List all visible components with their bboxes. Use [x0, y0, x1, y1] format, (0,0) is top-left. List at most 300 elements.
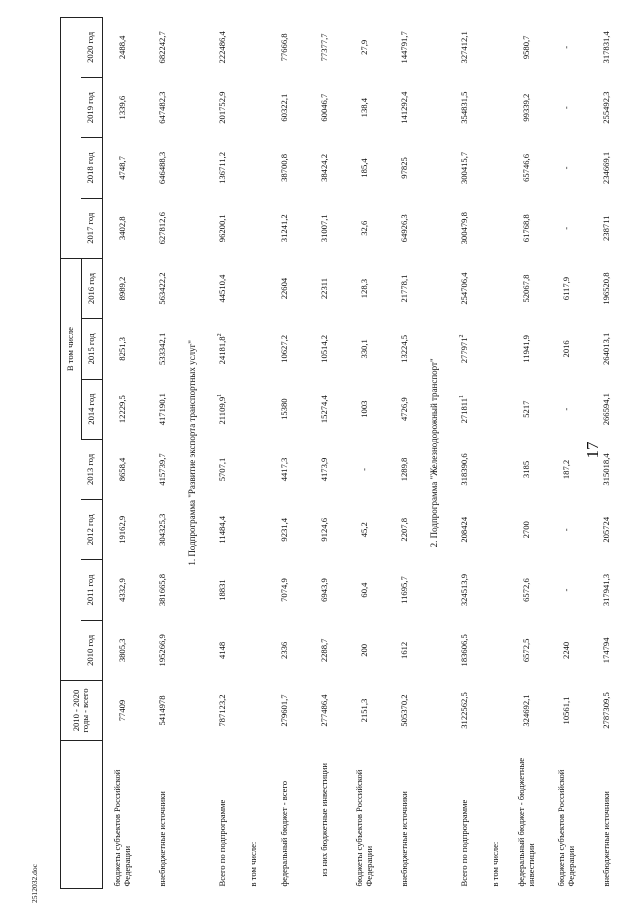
header-year: 2015 год	[81, 319, 102, 379]
value-text: 24181,8	[217, 336, 228, 365]
header-year: 2016 год	[81, 258, 102, 318]
value-cell	[305, 620, 345, 680]
table-row	[345, 17, 385, 888]
value-cell	[547, 560, 587, 620]
value-text: 1612	[398, 641, 409, 659]
value-text: 381665,8	[156, 573, 167, 607]
value-cell	[385, 620, 425, 680]
value-cell	[203, 138, 243, 198]
value-cell	[547, 379, 587, 439]
header-year: 2019 год	[81, 78, 102, 138]
value-text: 6572,5	[520, 638, 531, 663]
value-text: 8658,4	[116, 457, 127, 482]
empty-cell	[243, 500, 265, 560]
empty-cell	[485, 319, 507, 379]
value-text: 533342,1	[156, 332, 167, 365]
value-cell	[547, 319, 587, 379]
value-text: 354831,5	[458, 91, 469, 124]
table-row	[547, 17, 587, 888]
empty-cell	[485, 78, 507, 138]
value-cell	[385, 560, 425, 620]
value-cell	[143, 620, 183, 680]
value-text: 277971	[459, 337, 470, 364]
header-year: 2018 год	[81, 138, 102, 198]
value-text: 6117,9	[560, 276, 571, 301]
page-number: 17	[583, 441, 602, 459]
value-cell	[507, 379, 547, 439]
header-spacer	[61, 17, 82, 77]
row-label: в том числе:	[247, 841, 258, 887]
value-cell	[305, 78, 345, 138]
value-cell	[445, 138, 485, 198]
header-spacer	[61, 439, 82, 499]
table-header	[61, 17, 103, 888]
value-text: 10627,2	[278, 334, 289, 363]
value-text: 45,2	[358, 522, 369, 538]
value-cell	[587, 258, 627, 318]
value-cell	[445, 17, 485, 77]
value-text: 2016	[560, 340, 571, 358]
table-row	[507, 17, 547, 888]
value-cell	[203, 78, 243, 138]
value-text: 264013,1	[600, 332, 611, 365]
empty-cell	[485, 560, 507, 620]
value-text: 19162,9	[116, 515, 127, 544]
value-text: 4173,9	[318, 457, 329, 482]
value-cell	[445, 560, 485, 620]
value-text: -	[560, 226, 571, 230]
header-year: 2014 год	[81, 379, 102, 439]
value-text: 234669,1	[600, 151, 611, 185]
value-cell	[445, 319, 485, 379]
header-year: 2010 год	[81, 620, 102, 680]
header-year: 2013 год	[81, 439, 102, 499]
section-heading-row	[425, 17, 445, 888]
value-text: 12229,5	[116, 395, 127, 424]
value-cell	[305, 560, 345, 620]
empty-cell	[243, 379, 265, 439]
section-heading: 1. Подпрограмма "Развитие экспорта транспортных услуг"	[187, 340, 198, 566]
value-text: 196520,8	[600, 272, 611, 305]
value-text: 174794	[600, 637, 611, 664]
total-cell: 3122562,5	[458, 692, 469, 729]
value-text: -	[560, 106, 571, 110]
value-cell	[345, 17, 385, 77]
value-cell	[203, 379, 243, 439]
value-text: 317831,4	[600, 31, 611, 64]
footnote-marker: 2	[459, 334, 466, 338]
empty-cell	[243, 17, 265, 77]
value-cell	[265, 560, 305, 620]
value-text: 222486,4	[216, 31, 227, 64]
file-name: 2512032.doc	[30, 864, 39, 903]
value-text: 97825	[398, 157, 409, 179]
value-cell	[102, 258, 143, 318]
empty-cell	[243, 78, 265, 138]
value-text: 304325,3	[156, 513, 167, 546]
value-text: 11941,9	[520, 335, 531, 363]
row-label: федеральный бюджет - бюджетные инвестиции	[515, 757, 536, 887]
value-cell	[143, 17, 183, 77]
value-text: 4417,3	[278, 457, 289, 482]
value-cell	[445, 258, 485, 318]
value-cell	[385, 17, 425, 77]
row-label: внебюджетные источники	[156, 791, 167, 887]
header-year: 2017 год	[81, 198, 102, 258]
value-text: 2488,4	[116, 35, 127, 60]
value-text: 627812,6	[156, 212, 167, 245]
table-row	[203, 17, 243, 888]
value-cell	[102, 319, 143, 379]
value-text: 3402,8	[116, 216, 127, 241]
value-text: 318390,6	[458, 453, 469, 486]
header-label-cell	[61, 741, 103, 889]
value-cell	[345, 620, 385, 680]
value-text: 300479,8	[458, 212, 469, 245]
value-text: 417190,1	[156, 393, 167, 426]
value-text: 144791,7	[398, 31, 409, 64]
value-cell	[445, 379, 485, 439]
value-text: 8251,3	[116, 337, 127, 361]
value-cell	[587, 379, 627, 439]
value-text: 6943,9	[318, 578, 329, 602]
value-cell	[445, 439, 485, 499]
value-text: 4726,9	[398, 397, 409, 421]
value-cell	[265, 319, 305, 379]
value-cell	[507, 319, 547, 379]
table-row	[305, 17, 345, 888]
value-text: 96200,1	[216, 214, 227, 243]
value-cell	[305, 198, 345, 258]
value-text: 4748,7	[116, 156, 127, 180]
value-cell	[345, 560, 385, 620]
value-cell	[587, 439, 627, 499]
value-cell	[385, 198, 425, 258]
header-spacer	[61, 138, 82, 198]
total-cell: 5414978	[156, 695, 167, 726]
value-text: 6572,6	[520, 578, 531, 602]
value-text: -	[560, 528, 571, 532]
value-cell	[547, 258, 587, 318]
value-text: 187,2	[560, 459, 571, 480]
value-cell	[385, 500, 425, 560]
value-text: 327412,1	[458, 31, 469, 64]
value-cell	[547, 439, 587, 499]
value-cell	[203, 620, 243, 680]
value-cell	[345, 379, 385, 439]
value-text: 15274,4	[318, 395, 329, 424]
value-cell	[345, 138, 385, 198]
value-text: 682242,7	[156, 31, 167, 64]
value-cell	[305, 17, 345, 77]
value-text: 4332,9	[116, 578, 127, 602]
value-cell	[507, 258, 547, 318]
empty-cell	[485, 198, 507, 258]
value-cell	[143, 500, 183, 560]
value-cell	[587, 620, 627, 680]
value-cell	[445, 500, 485, 560]
value-text: 10514,2	[318, 334, 329, 363]
table-row	[385, 17, 425, 888]
value-text: 65746,6	[520, 153, 531, 182]
header-spacer	[61, 198, 82, 258]
value-cell	[445, 78, 485, 138]
empty-cell	[485, 17, 507, 77]
value-cell	[203, 500, 243, 560]
value-cell	[203, 560, 243, 620]
footnote-marker: 1	[459, 394, 466, 398]
value-text: 2700	[520, 521, 531, 539]
value-text: 9580,7	[520, 35, 531, 60]
total-cell: 787123,2	[216, 694, 227, 727]
value-cell	[203, 17, 243, 77]
value-cell	[265, 620, 305, 680]
value-cell	[345, 319, 385, 379]
value-cell	[345, 500, 385, 560]
value-text: 9231,4	[278, 517, 289, 542]
value-cell	[143, 379, 183, 439]
value-text: 254706,4	[458, 272, 469, 305]
value-text: 5707,1	[216, 457, 227, 482]
value-cell	[102, 560, 143, 620]
value-text: 3185	[520, 460, 531, 479]
empty-cell	[243, 620, 265, 680]
total-cell: 505370,2	[398, 694, 409, 727]
empty-cell	[243, 258, 265, 318]
value-text: 15380	[278, 398, 289, 420]
value-cell	[102, 138, 143, 198]
value-text: 300415,7	[458, 151, 469, 185]
value-text: 238711	[600, 215, 611, 241]
total-cell: 324692,1	[520, 694, 531, 727]
table-row	[587, 17, 627, 888]
value-cell	[345, 258, 385, 318]
value-cell	[305, 319, 345, 379]
value-cell	[203, 198, 243, 258]
value-cell	[547, 198, 587, 258]
value-cell	[203, 439, 243, 499]
empty-cell	[485, 138, 507, 198]
value-text: 13224,5	[398, 334, 409, 363]
row-label: Всего по подпрограмме	[216, 799, 227, 887]
row-label: бюджеты субъектов Российской Федерации	[555, 769, 576, 887]
value-text: 1289,8	[398, 457, 409, 482]
value-text: 21778,1	[398, 274, 409, 303]
section-heading-row	[183, 17, 203, 888]
header-spacer	[61, 78, 82, 138]
value-text: 11695,7	[398, 576, 409, 604]
total-cell: 279601,7	[278, 694, 289, 727]
value-cell	[507, 620, 547, 680]
value-text: 9124,6	[318, 517, 329, 542]
empty-cell	[485, 620, 507, 680]
value-cell	[385, 78, 425, 138]
value-cell	[143, 560, 183, 620]
value-cell	[587, 560, 627, 620]
empty-cell	[243, 439, 265, 499]
value-text: 1339,6	[116, 95, 127, 120]
empty-cell	[485, 258, 507, 318]
value-cell	[102, 379, 143, 439]
value-cell	[143, 198, 183, 258]
value-text: 324513,9	[458, 573, 469, 607]
funding-table	[60, 17, 627, 889]
value-text: 18831	[216, 579, 227, 601]
value-text: 141292,4	[398, 91, 409, 124]
value-text: 8989,2	[116, 276, 127, 301]
value-text: 38424,2	[318, 153, 329, 182]
table-row	[143, 17, 183, 888]
value-text: 205724	[600, 516, 611, 543]
value-text: 128,3	[358, 278, 369, 299]
total-cell: 10561,1	[560, 696, 571, 725]
value-text: 60046,7	[318, 93, 329, 122]
header-spacer	[61, 620, 82, 680]
header-year: 2011 год	[81, 560, 102, 620]
value-text: 208424	[458, 516, 469, 543]
value-text: 195266,9	[156, 634, 167, 667]
value-text: 201752,9	[216, 91, 227, 124]
value-text: 138,4	[358, 97, 369, 118]
value-cell	[143, 439, 183, 499]
value-text: 2240	[560, 641, 571, 659]
value-text: 415739,7	[156, 453, 167, 486]
value-cell	[587, 319, 627, 379]
value-cell	[507, 560, 547, 620]
value-text: 31007,1	[318, 214, 329, 243]
value-text: 330,1	[358, 339, 369, 359]
value-text: -	[358, 468, 369, 471]
value-text: 64926,3	[398, 214, 409, 243]
empty-cell	[243, 319, 265, 379]
row-label: бюджеты субъектов Российской Федерации	[353, 769, 374, 887]
value-cell	[507, 198, 547, 258]
value-cell	[507, 500, 547, 560]
value-text: 2207,8	[398, 517, 409, 542]
value-cell	[143, 138, 183, 198]
row-label: из них бюджетные инвестиции	[318, 763, 329, 877]
value-cell	[385, 439, 425, 499]
value-cell	[102, 78, 143, 138]
table-row	[445, 17, 485, 888]
value-text: 52067,8	[520, 274, 531, 303]
header-year: 2012 год	[81, 500, 102, 560]
value-text: -	[560, 45, 571, 49]
empty-cell	[243, 198, 265, 258]
total-cell: 77409	[102, 681, 143, 741]
value-text: 22311	[318, 277, 329, 300]
value-text: 27,9	[358, 39, 369, 55]
value-text: 1003	[358, 400, 369, 418]
value-text: 60322,1	[278, 93, 289, 122]
table-row	[485, 17, 507, 888]
value-cell	[507, 138, 547, 198]
value-text: 2336	[278, 641, 289, 659]
value-text: 38700,8	[278, 153, 289, 182]
row-label: в том числе:	[489, 841, 500, 887]
value-text: 255492,3	[600, 91, 611, 124]
table-row	[265, 17, 305, 888]
value-cell	[587, 138, 627, 198]
value-cell	[305, 138, 345, 198]
footnote-marker: 2	[217, 333, 224, 337]
value-text: 60,4	[358, 582, 369, 598]
value-text: 315018,4	[600, 453, 611, 486]
value-cell	[265, 439, 305, 499]
row-label: внебюджетные источники	[398, 791, 409, 887]
value-cell	[345, 198, 385, 258]
header-spacer	[61, 500, 82, 560]
value-text: 4148	[216, 641, 227, 659]
header-in-that-number: В том числе	[61, 258, 82, 439]
footnote-marker: 1	[217, 393, 224, 397]
value-cell	[547, 78, 587, 138]
value-text: 563422,2	[156, 272, 167, 305]
value-text: 11484,4	[216, 515, 227, 544]
value-cell	[265, 500, 305, 560]
value-cell	[265, 379, 305, 439]
value-text: 32,6	[358, 220, 369, 236]
value-cell	[265, 78, 305, 138]
value-cell	[143, 78, 183, 138]
table-body	[102, 17, 627, 888]
value-cell	[305, 379, 345, 439]
value-cell	[143, 319, 183, 379]
value-cell	[547, 500, 587, 560]
value-text: 271811	[459, 397, 470, 424]
value-text: 31241,2	[278, 214, 289, 243]
value-text: -	[560, 407, 571, 411]
value-cell	[102, 500, 143, 560]
value-cell	[203, 319, 243, 379]
row-label: внебюджетные источники	[600, 791, 611, 887]
value-cell	[102, 17, 143, 77]
value-cell	[547, 17, 587, 77]
value-cell	[143, 258, 183, 318]
value-cell	[385, 138, 425, 198]
row-label: Всего по подпрограмме	[458, 799, 469, 887]
value-cell	[507, 17, 547, 77]
section-heading: 2. Подпрограмма "Железнодорожный транспорт"	[429, 358, 440, 548]
value-cell	[345, 78, 385, 138]
empty-cell	[243, 138, 265, 198]
value-text: 44510,4	[216, 274, 227, 303]
table-row	[243, 17, 265, 888]
value-cell	[587, 78, 627, 138]
value-text: -	[560, 588, 571, 592]
value-cell	[507, 439, 547, 499]
row-label: федеральный бюджет - всего	[278, 780, 289, 887]
value-cell	[385, 258, 425, 318]
value-cell	[587, 198, 627, 258]
table-row	[102, 17, 143, 888]
total-cell: 277486,4	[318, 694, 329, 727]
value-cell	[445, 198, 485, 258]
value-text: 7074,9	[278, 578, 289, 602]
value-cell	[305, 439, 345, 499]
value-text: 77377,7	[318, 33, 329, 62]
row-label: бюджеты субъектов Российской Федерации	[102, 741, 143, 889]
value-text: 21109,9	[217, 396, 228, 425]
value-text: 2288,7	[318, 638, 329, 663]
value-cell	[102, 620, 143, 680]
value-cell	[265, 198, 305, 258]
value-text: 61768,8	[520, 214, 531, 243]
value-cell	[265, 17, 305, 77]
value-text: -	[560, 166, 571, 170]
value-cell	[305, 258, 345, 318]
value-cell	[345, 439, 385, 499]
